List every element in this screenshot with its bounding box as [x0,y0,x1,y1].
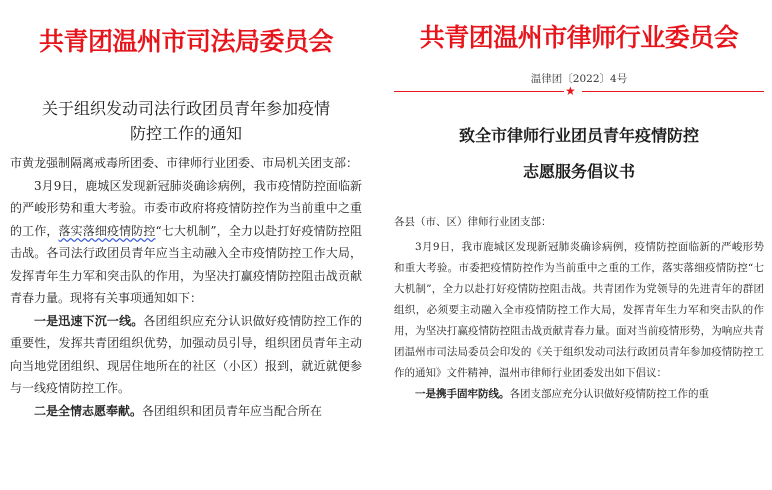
left-point2-text: 各团组织和团员青年应当配合所在 [142,403,323,418]
document-number: 温律团〔2022〕4号 [530,73,628,85]
red-rule-right [582,91,764,92]
left-para1-text-b: “七大机制”，全力以赴打好疫情防控阻击战。各司法行政团员青年应当主动融入全市疫情防控工作大局，发挥青年生力军和突击队的作用，为坚决打赢疫情防控阻击战贡献青春力量。现将有关事项通知如下： [10,223,362,305]
right-point1-text: 各团支部应充分认识做好疫情防控工作的重 [509,388,709,400]
right-salutation: 各县（市、区）律师行业团支部： [394,216,552,228]
left-red-header: 共青团温州市司法局委员会 [38,27,333,56]
right-point-1 [394,384,764,405]
left-title-line-2: 防控工作的通知 [129,124,242,143]
right-document-title [396,118,762,190]
right-title-line-2: 志愿服务倡议书 [522,162,635,181]
red-star-icon: ★ [565,84,576,98]
left-point-2 [10,400,362,423]
right-document [386,0,772,490]
left-point-1 [10,310,362,400]
left-para1-text-a: 3月9日，鹿城区发现新冠肺炎确诊病例，我市疫情防控面临新的严峻形势和重大考验。市委市政府将疫情防控作为当前重中之重的工作， [10,178,362,238]
left-paragraph-1 [10,175,362,310]
left-para1-underlined-text: 落实落细疫情防控 [58,223,156,238]
left-salutation: 市黄龙强制隔离戒毒所团委、市律师行业团委、市局机关团支部： [10,156,359,170]
left-document [0,0,372,490]
page-gutter [372,0,386,490]
left-point1-title: 一是迅速下沉一线。 [34,313,144,328]
left-title-line-1: 关于组织发动司法行政团员青年参加疫情 [41,99,330,118]
right-point1-title: 一是携手固牢防线。 [415,388,510,400]
left-document-body [10,152,362,422]
left-point1-text: 各团组织应充分认识做好疫情防控工作的重要性，发挥共青团组织优势，加强动员引导，组织团员青年主动向当地党团组织、现居住地所在的社区（小区）报到，就近就便参与一线疫情防控工作。 [10,313,362,395]
right-paragraph-1: 3月9日，我市鹿城区发现新冠肺炎确诊病例，疫情防控面临新的严峻形势和重大考验。市委把疫情防控作为当前重中之重的工作，落实落细疫情防控“七大机制”，全力以赴打好疫情防控阻击战。共青团作为党领导的先进青年的群团组织，必须要主动融入全市疫情防控工作大局，发挥青年生力军和突击队的作用，为坚决打赢疫情防控阻击战贡献青春力量。面对当前疫情形势，为响应共青团温州市司法局委员会印发的《关于组织发动司法行政团员青年参加疫情防控工作的通知》文件精神，温州市律师行业团委发出如下倡议： [394,241,764,379]
red-rule-left [394,91,564,92]
right-red-header: 共青团温州市律师行业委员会 [419,23,739,52]
left-point2-title: 二是全情志愿奉献。 [34,403,143,418]
right-title-line-1: 致全市律师行业团员青年疫情防控 [458,126,699,145]
right-document-body [394,212,764,405]
left-document-title [10,96,362,146]
